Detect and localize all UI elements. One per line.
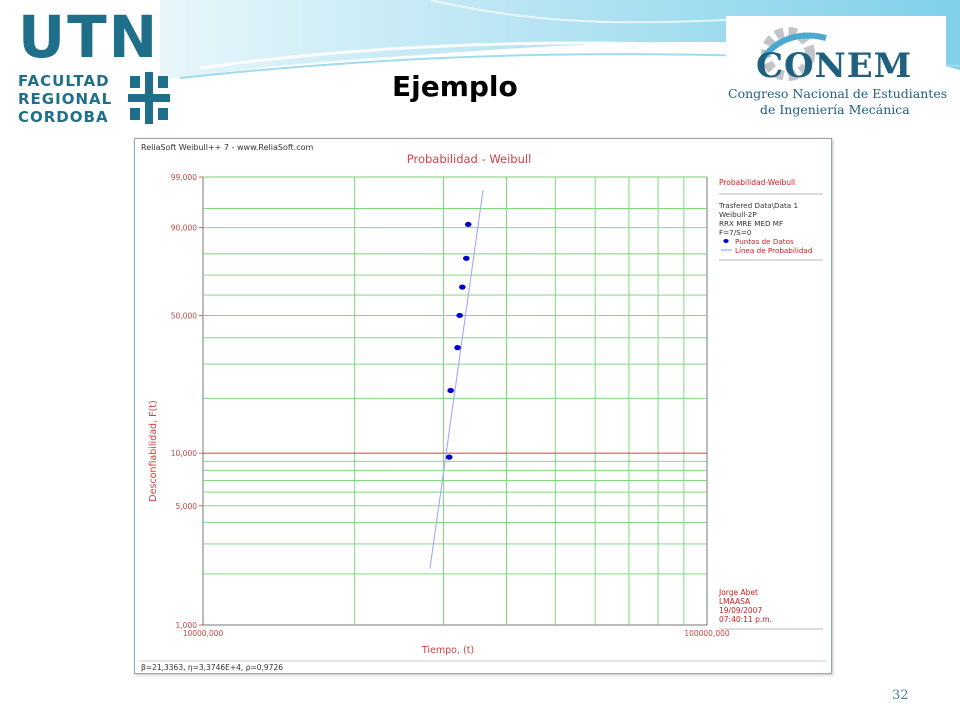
data-point [463,256,470,261]
x-tick-label: 10000,000 [182,629,224,638]
utn-logo-line: CORDOBA [18,108,109,126]
legend-entry: Línea de Probabilidad [735,246,813,255]
software-header: ReliaSoft Weibull++ 7 - www.ReliaSoft.com [141,143,314,152]
legend-entry: Puntos de Datos [735,237,794,246]
conem-subtitle: Congreso Nacional de Estudiantes [728,86,948,101]
weibull-chart-panel [134,138,832,674]
utn-emblem-icon [126,72,172,124]
x-tick-label: 100000,000 [684,629,730,638]
user-info-panel [718,588,823,629]
utn-logo-text: UTN [18,3,160,71]
conem-subtitle: de Ingeniería Mecánica [760,102,910,117]
user-info-line: LMAASA [719,597,751,606]
slide-title: Ejemplo [392,70,518,103]
y-tick-label: 99,000 [170,173,197,182]
user-info-line: 07:40:11 p.m. [719,615,772,624]
user-info-line: Jorge Abet [719,588,758,597]
utn-logo-line: REGIONAL [18,90,113,108]
chart-title: Probabilidad - Weibull [406,152,532,166]
conem-logo [726,16,946,120]
x-axis-label: Tiempo, (t) [421,645,475,656]
legend-info-line: Weibull-2P [719,210,757,219]
user-info-line: 19/09/2007 [719,606,763,615]
utn-logo [14,3,174,126]
y-tick-label: 10,000 [170,449,197,459]
y-tick-label: 90,000 [170,223,197,233]
y-tick-label: 5,000 [175,501,197,511]
data-point [447,388,454,393]
legend-info-line: Trasfered Data\Data 1 [719,201,799,210]
y-tick-label: 50,000 [170,311,197,321]
conem-logo-text: CONEM [756,46,913,86]
plot-area [203,177,707,625]
fit-parameters-footer: β=21,3363, η=3,3746E+4, ρ=0,9726 [141,663,283,672]
y-axis-label: Desconfiabilidad, F(t) [148,400,159,502]
data-point [446,455,453,460]
legend-info-line: F=7/S=0 [719,228,752,237]
legend-info-line: RRX MRE MED MF [719,219,784,228]
y-tick-label: 1,000 [175,621,197,630]
data-point [456,313,463,318]
utn-logo-line: FACULTAD [18,72,110,90]
data-point [454,345,461,350]
legend-marker-points [723,239,728,243]
data-point [459,284,466,289]
legend-heading: Probabilidad-Weibull [719,178,796,187]
weibull-probability-chart [135,139,831,673]
legend-panel [718,178,823,260]
data-point [465,222,472,227]
chart-grid [203,177,707,625]
page-number: 32 [892,688,909,703]
